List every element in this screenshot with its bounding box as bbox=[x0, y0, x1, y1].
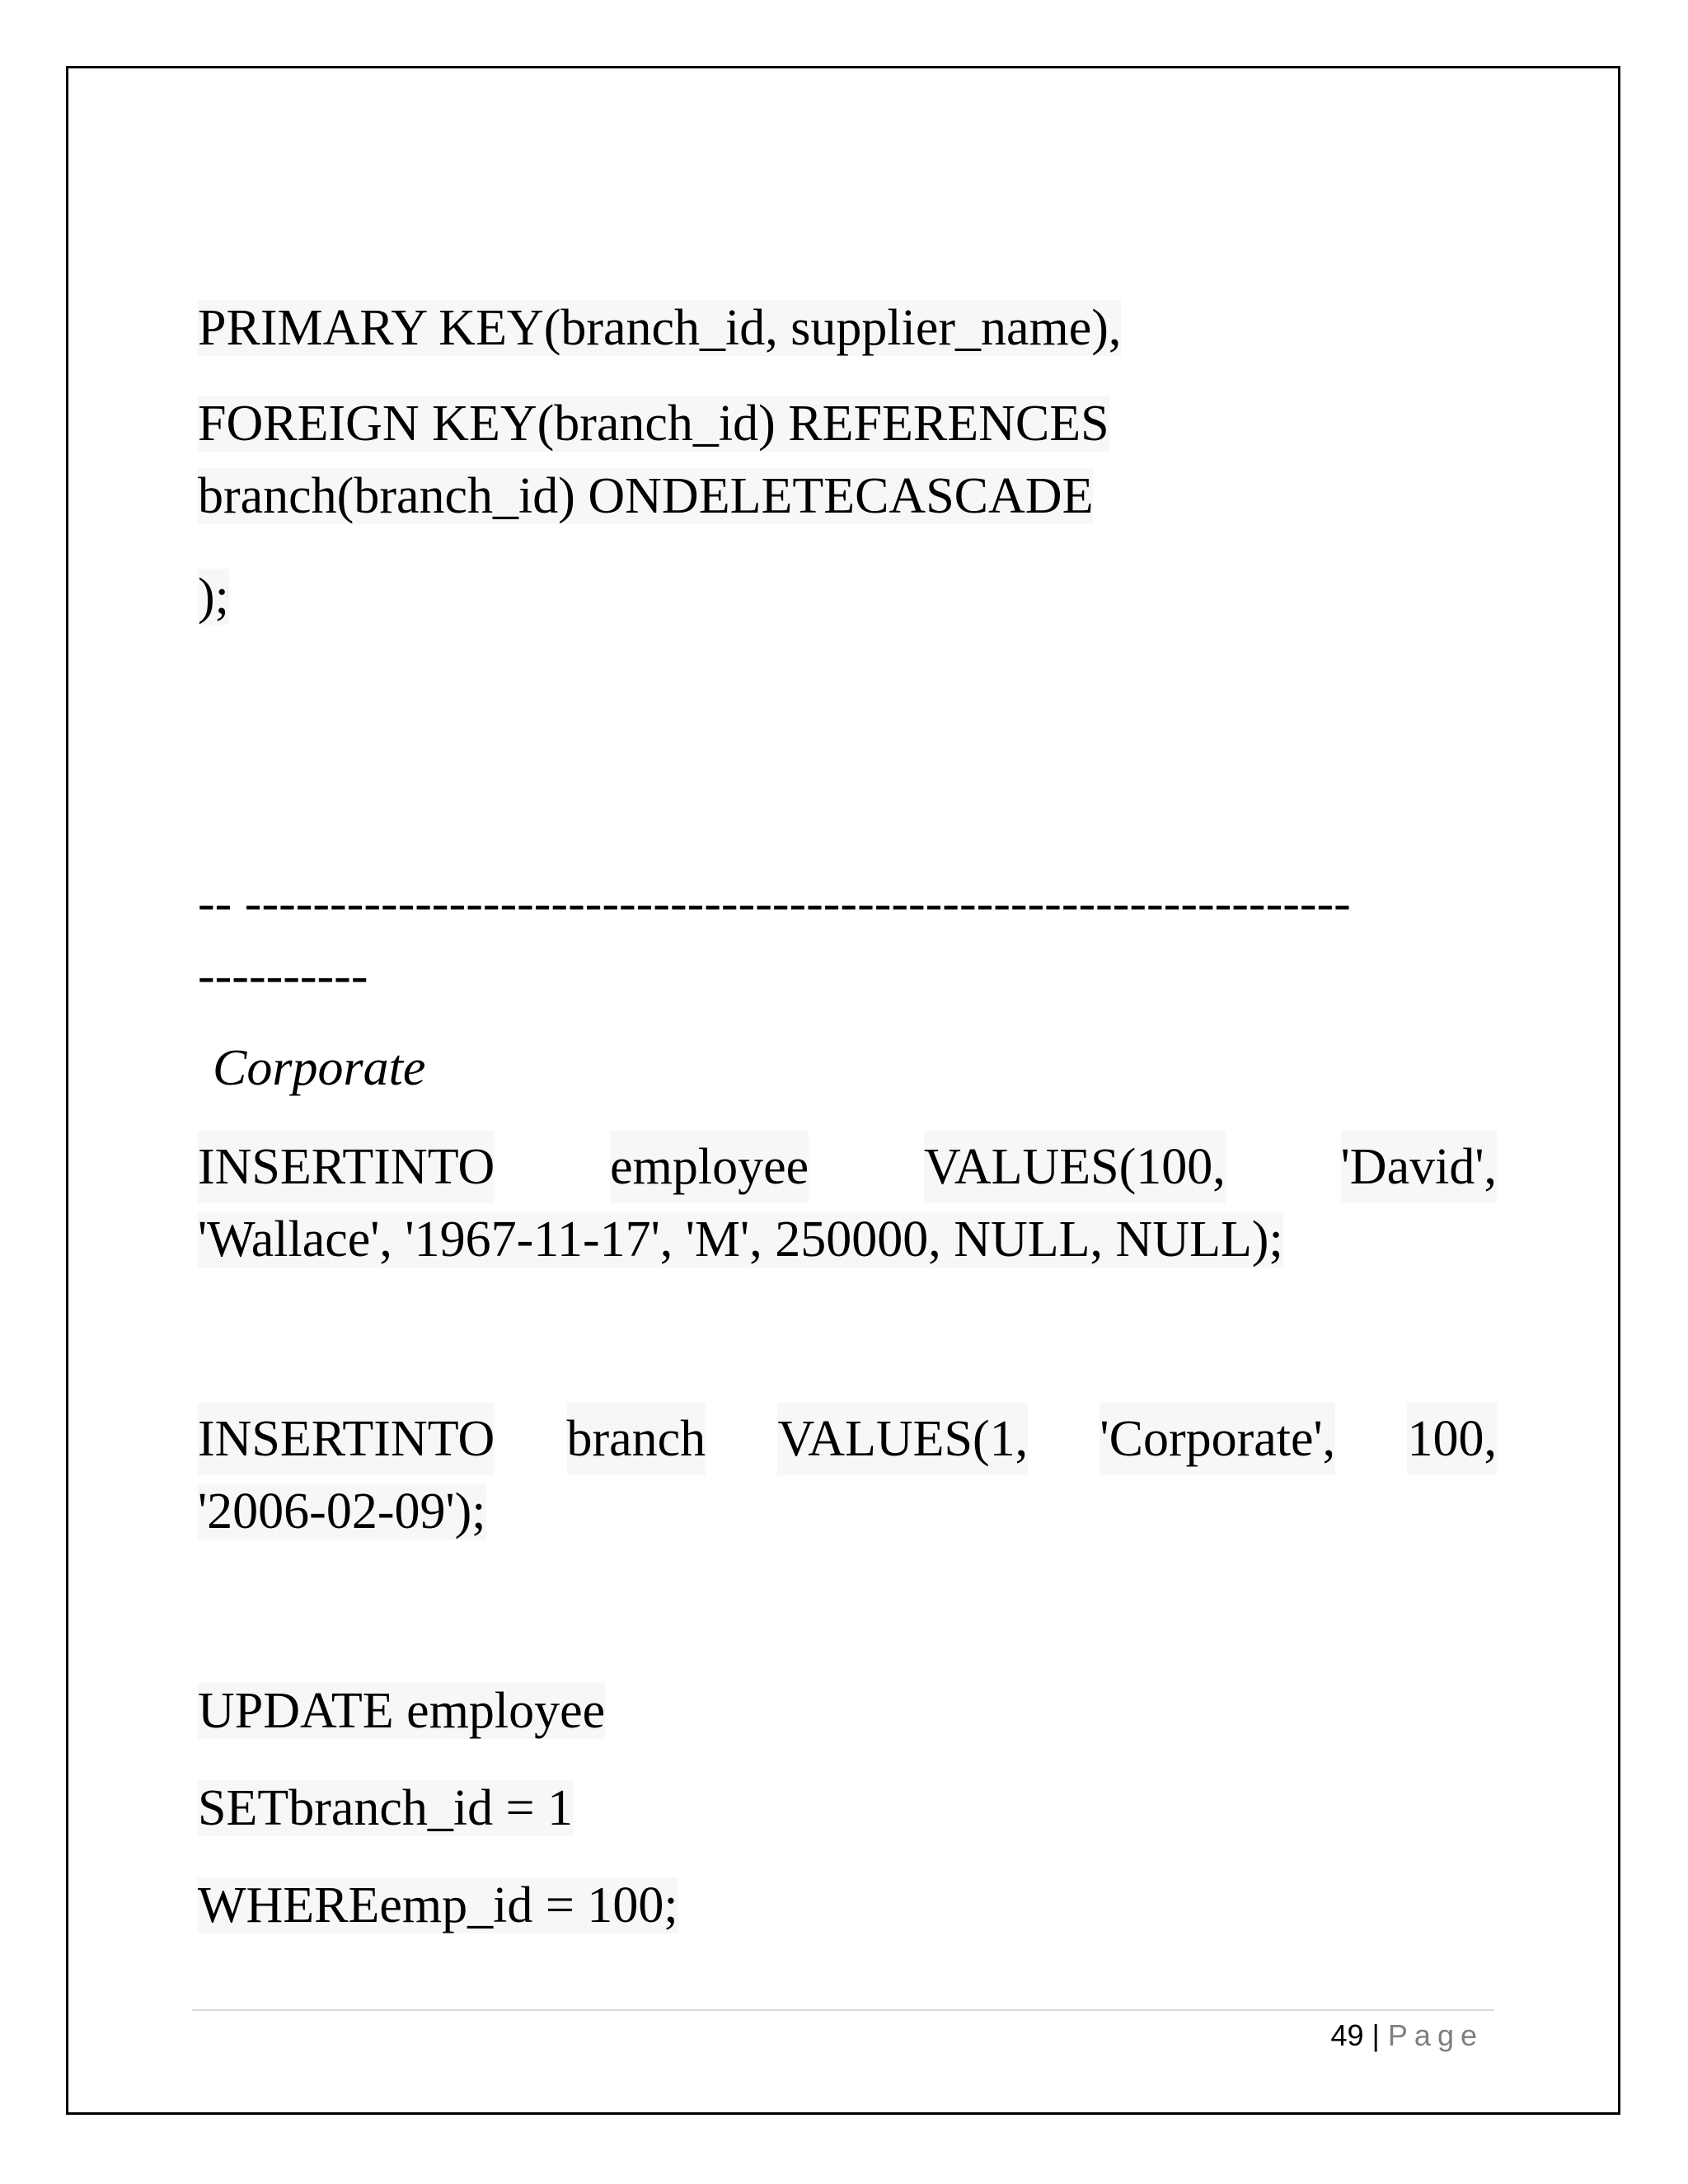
insert-employee-word: 'David', bbox=[1341, 1131, 1497, 1203]
separator-line-1 bbox=[198, 867, 1497, 940]
insert-branch-line-2 bbox=[198, 1475, 1497, 1548]
insert-employee-word: INSERTINTO bbox=[198, 1131, 495, 1203]
page-footer bbox=[1330, 2011, 1484, 2060]
footer-separator: | bbox=[1372, 2018, 1380, 2052]
foreign-key-line-1 bbox=[198, 387, 1497, 460]
foreign-key-text-1: FOREIGN KEY(branch_id) REFERENCES bbox=[198, 396, 1109, 452]
set-line bbox=[198, 1772, 1497, 1844]
insert-branch-words bbox=[198, 1403, 1497, 1475]
section-heading bbox=[213, 1032, 1512, 1104]
insert-branch-word: branch bbox=[567, 1403, 706, 1475]
footer-rule bbox=[192, 2009, 1494, 2011]
set-text: SETbranch_id = 1 bbox=[198, 1780, 574, 1836]
section-heading-text: Corporate bbox=[213, 1040, 426, 1096]
update-line bbox=[198, 1675, 1497, 1747]
close-paren-text: ); bbox=[198, 569, 229, 625]
insert-branch-word: 'Corporate', bbox=[1100, 1403, 1335, 1475]
where-line bbox=[198, 1869, 1497, 1942]
close-paren-line bbox=[198, 560, 1497, 633]
insert-branch-line-1 bbox=[198, 1403, 1497, 1475]
separator-text-1: -- ----------------------------------------------------------------- bbox=[198, 875, 1351, 931]
insert-employee-continuation: 'Wallace', '1967-11-17', 'M', 250000, NULL, NULL); bbox=[198, 1212, 1283, 1268]
insert-employee-word: VALUES(100, bbox=[924, 1131, 1226, 1203]
update-text: UPDATE employee bbox=[198, 1683, 606, 1739]
separator-text-2: ---------- bbox=[198, 948, 368, 1004]
where-text: WHEREemp_id = 100; bbox=[198, 1877, 678, 1933]
separator-line-2 bbox=[198, 940, 1497, 1012]
insert-employee-words bbox=[198, 1131, 1497, 1203]
primary-key-text: PRIMARY KEY(branch_id, supplier_name), bbox=[198, 300, 1122, 356]
insert-branch-word: 100, bbox=[1407, 1403, 1497, 1475]
foreign-key-text-2: branch(branch_id) ONDELETECASCADE bbox=[198, 468, 1094, 524]
page-label: Page bbox=[1387, 2018, 1484, 2052]
page-number: 49 bbox=[1330, 2018, 1364, 2052]
insert-employee-word: employee bbox=[610, 1131, 809, 1203]
insert-branch-word: INSERTINTO bbox=[198, 1403, 495, 1475]
insert-employee-line-1 bbox=[198, 1131, 1497, 1203]
insert-branch-word: VALUES(1, bbox=[777, 1403, 1028, 1475]
foreign-key-line-2 bbox=[198, 460, 1497, 532]
insert-employee-line-2 bbox=[198, 1203, 1497, 1276]
insert-branch-continuation: '2006-02-09'); bbox=[198, 1483, 486, 1540]
primary-key-line bbox=[198, 292, 1497, 364]
